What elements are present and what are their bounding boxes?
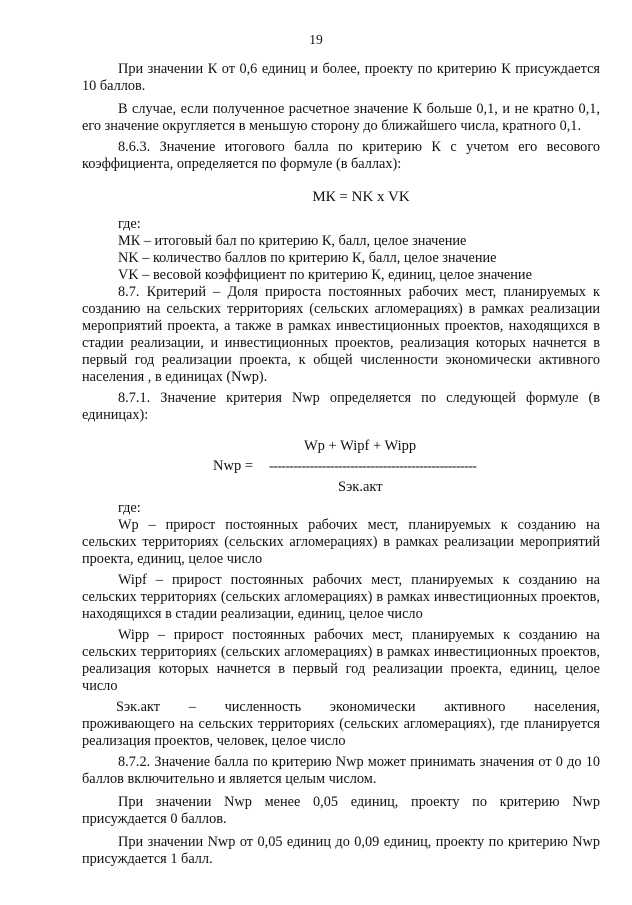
- definition-s-word: Sэк.акт: [116, 699, 160, 715]
- page-content: [82, 61, 600, 868]
- formula-nwp-denominator: Sэк.акт: [338, 479, 383, 495]
- paragraph-8-7-2: 8.7.2. Значение балла по критерию Nwp может принимать значения от 0 до 10 баллов включительно и является целым числом.: [82, 754, 600, 787]
- definition-nk: NK – количество баллов по критерию К, балл, целое значение: [118, 250, 497, 266]
- definition-s-word: населения,: [534, 699, 600, 715]
- page-number: 19: [309, 32, 323, 47]
- definition-s-word: численность: [224, 699, 302, 715]
- paragraph-k-rounding: В случае, если полученное расчетное значение К больше 0,1, и не кратно 0,1, его значение округляется в меньшую сторону до ближайшего числа, кратного 0,1.: [82, 101, 600, 134]
- paragraph-k-10-points: При значении К от 0,6 единиц и более, проекту по критерию К присуждается 10 баллов.: [82, 61, 600, 94]
- paragraph-8-6-3: 8.6.3. Значение итогового балла по критерию К с учетом его весового коэффициента, определяется по формуле (в баллах):: [82, 139, 600, 172]
- definition-s-word: –: [188, 699, 196, 715]
- definition-wipf: Wipf – прирост постоянных рабочих мест, планируемых к созданию на сельских территориях (сельских агломерациях) в рамках инвестиционных проектов, находящихся в стадии реализации, единиц, целое число: [82, 572, 600, 622]
- definition-wp: Wp – прирост постоянных рабочих мест, планируемых к созданию на сельских территориях (сельских агломерациях) в рамках реализации мероприятий проекта, единиц, целое число: [82, 517, 600, 567]
- formula-nwp-lhs: Nwp =: [213, 458, 253, 474]
- where-label-2: где:: [118, 500, 141, 516]
- definition-wipp: Wipp – прирост постоянных рабочих мест, планируемых к созданию на сельских территориях (сельских агломерациях) в рамках инвестиционных проектов, реализация которых начнется в первый год реализации проекта, единиц, целое число: [82, 627, 600, 694]
- definition-vk: VK – весовой коэффициент по критерию К, единиц, целое значение: [118, 267, 532, 283]
- formula-nwp-numerator: Wp + Wipf + Wipp: [304, 438, 417, 454]
- definition-s-first-line: [82, 699, 600, 716]
- paragraph-8-7-1: 8.7.1. Значение критерия Nwp определяется по следующей формуле (в единицах):: [82, 390, 600, 423]
- definition-s-word: экономически: [329, 699, 416, 715]
- definition-s-rest: проживающего на сельских территориях (сельских агломерациях), где планируется реализация проектов, человек, целое число: [82, 716, 600, 749]
- formula-nwp-fraction-bar: ---------------------------------------------------: [269, 459, 477, 474]
- definition-s-word: активного: [444, 699, 506, 715]
- formula-nwp: [82, 430, 600, 496]
- definition-mk: МК – итоговый бал по критерию К, балл, целое значение: [118, 233, 467, 249]
- where-label-1: где:: [118, 216, 141, 232]
- paragraph-nwp-0-points: При значении Nwp менее 0,05 единиц, проекту по критерию Nwp присуждается 0 баллов.: [82, 794, 600, 827]
- paragraph-nwp-1-point: При значении Nwp от 0,05 единиц до 0,09 единиц, проекту по критерию Nwp присуждается 1 балл.: [82, 834, 600, 867]
- paragraph-8-7: 8.7. Критерий – Доля прироста постоянных рабочих мест, планируемых к созданию на сельских территориях (сельских агломерациях) в рамках реализации мероприятий проекта, а также в рамках инвестиционных проектов, находящихся в стадии реализации, и инвестиционных проектов, реализация которых начнется в первый год реализации проекта, к общей численности экономически активного населения , в единицах (Nwp).: [82, 284, 600, 385]
- formula-mk: МК = NK x VK: [312, 189, 410, 205]
